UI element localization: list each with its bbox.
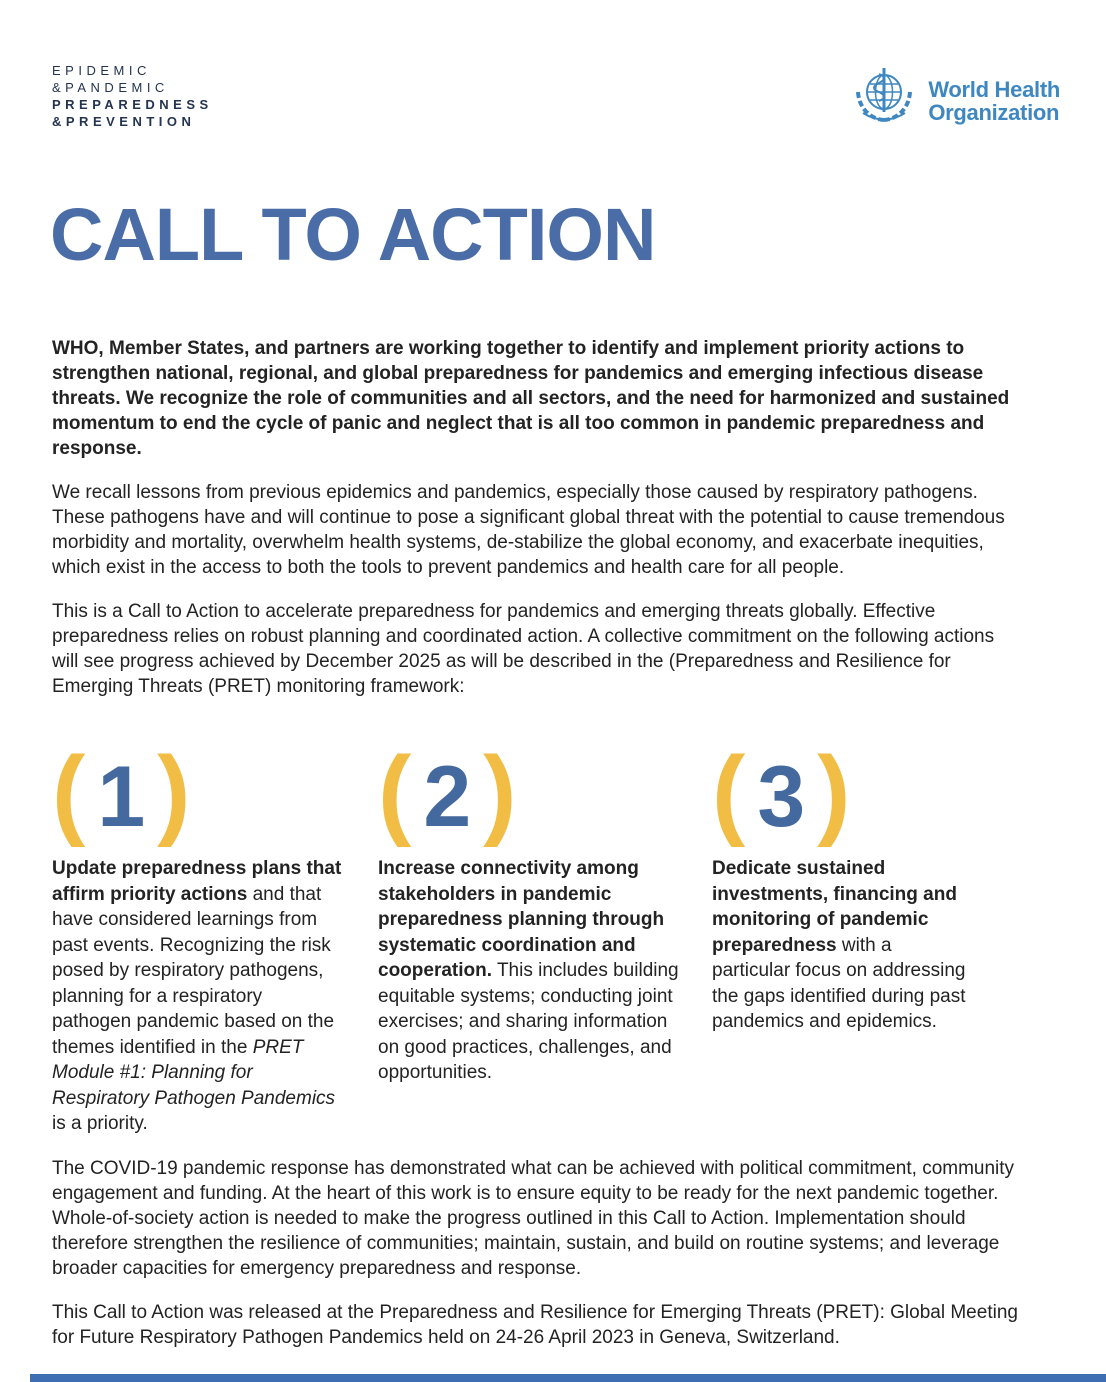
action-1-italic: PRET Module #1: Planning for Respiratory Pathogen Pandemics xyxy=(52,1036,336,1109)
intro-paragraph-3: This is a Call to Action to accelerate preparedness for pandemics and emerging threats globally. Effective preparedness relies on robust planning and coordinated action. A collective commitment on the following actions will see progress achieved by December 2025 as will be described in the (Preparedness and Resilience for Emerging Threats (PRET) monitoring framework: xyxy=(52,601,995,697)
who-wordmark xyxy=(928,78,1060,124)
brand-line-4: &PREVENTION xyxy=(52,114,196,129)
action-3-text xyxy=(712,856,974,1035)
action-1-body: and that have considered learnings from past events. Recognizing the risk posed by respiratory pathogens, planning for a respiratory pathogen pandemic based on the themes identified in the xyxy=(52,883,335,1058)
brand-line-3: PREPAREDNESS xyxy=(52,97,213,112)
action-item-2 xyxy=(378,736,712,1156)
action-2-body: This includes building equitable systems; conducting joint exercises; and sharing information on good practices, challenges, and opportunities. xyxy=(378,960,679,1083)
close-paren-glyph: ) xyxy=(817,736,851,848)
brand-logo xyxy=(52,62,213,130)
open-paren-glyph: ( xyxy=(378,736,412,848)
page-title: CALL TO ACTION xyxy=(50,193,656,276)
intro-paragraph-1: WHO, Member States, and partners are working together to identify and implement priority actions to strengthen national, regional, and global preparedness for pandemics and emerging infectious disease threats. We recognize the role of communities and all sectors, and the need for harmonized and sustained momentum to end the cycle of panic and neglect that is all too common in pandemic preparedness and response. xyxy=(52,338,1010,459)
action-1-digit: 1 xyxy=(97,749,146,845)
open-paren-glyph: ( xyxy=(52,736,86,848)
outro-paragraph-1: The COVID-19 pandemic response has demonstrated what can be achieved with political commitment, community engagement and funding. At the heart of this work is to ensure equity to be ready for the next pandemic together. Whole-of-society action is needed to make the progress outlined in this Call to Action. Implementation should therefore strengthen the resilience of communities; maintain, sustain, and build on routine systems; and leverage broader capacities for emergency preparedness and response. xyxy=(52,1158,1015,1279)
action-1-bold-lead: Update preparedness plans that affirm priority actions xyxy=(52,858,342,905)
brand-line-1: EPIDEMIC xyxy=(52,63,151,78)
action-item-3 xyxy=(712,736,1042,1156)
action-3-digit: 3 xyxy=(757,749,806,845)
action-2-bold-lead: Increase connectivity among stakeholders in pandemic preparedness planning through systematic coordination and cooperation. xyxy=(378,858,665,981)
action-item-1 xyxy=(52,736,378,1156)
bottom-accent-bar xyxy=(30,1374,1106,1382)
action-1-tail: is a priority. xyxy=(52,1113,148,1134)
action-3-number xyxy=(712,736,1042,850)
brand-line-2: &PANDEMIC xyxy=(52,80,169,95)
outro-section xyxy=(52,1156,1024,1369)
close-paren-glyph: ) xyxy=(483,736,517,848)
action-1-number xyxy=(52,736,378,850)
action-2-digit: 2 xyxy=(423,749,472,845)
intro-paragraph-2: We recall lessons from previous epidemics and pandemics, especially those caused by respiratory pathogens. These pathogens have and will continue to pose a significant global threat with the potential to cause tremendous morbidity and mortality, overwhelm health systems, de-stabilize the global economy, and exacerbate inequities, which exist in the access to both the tools to prevent pandemics and health care for all people. xyxy=(52,482,1005,578)
who-emblem-icon xyxy=(848,62,920,139)
intro-section xyxy=(52,336,1024,718)
actions-row xyxy=(52,736,1052,1156)
action-2-number xyxy=(378,736,712,850)
who-wordmark-line-1: World Health xyxy=(928,76,1060,102)
outro-paragraph-2: This Call to Action was released at the Preparedness and Resilience for Emerging Threats (PRET): Global Meeting for Future Respiratory Pathogen Pandemics held on 24-26 April 2023 in Geneva, Switzerland. xyxy=(52,1302,1018,1348)
action-1-text xyxy=(52,856,344,1137)
action-3-bold-lead: Dedicate sustained investments, financing and monitoring of pandemic preparedness xyxy=(712,858,957,956)
who-logo xyxy=(848,62,1060,139)
action-2-text xyxy=(378,856,680,1086)
close-paren-glyph: ) xyxy=(157,736,191,848)
who-wordmark-line-2: Organization xyxy=(928,99,1060,125)
open-paren-glyph: ( xyxy=(712,736,746,848)
action-3-body: with a particular focus on addressing the gaps identified during past pandemics and epidemics. xyxy=(712,934,966,1032)
